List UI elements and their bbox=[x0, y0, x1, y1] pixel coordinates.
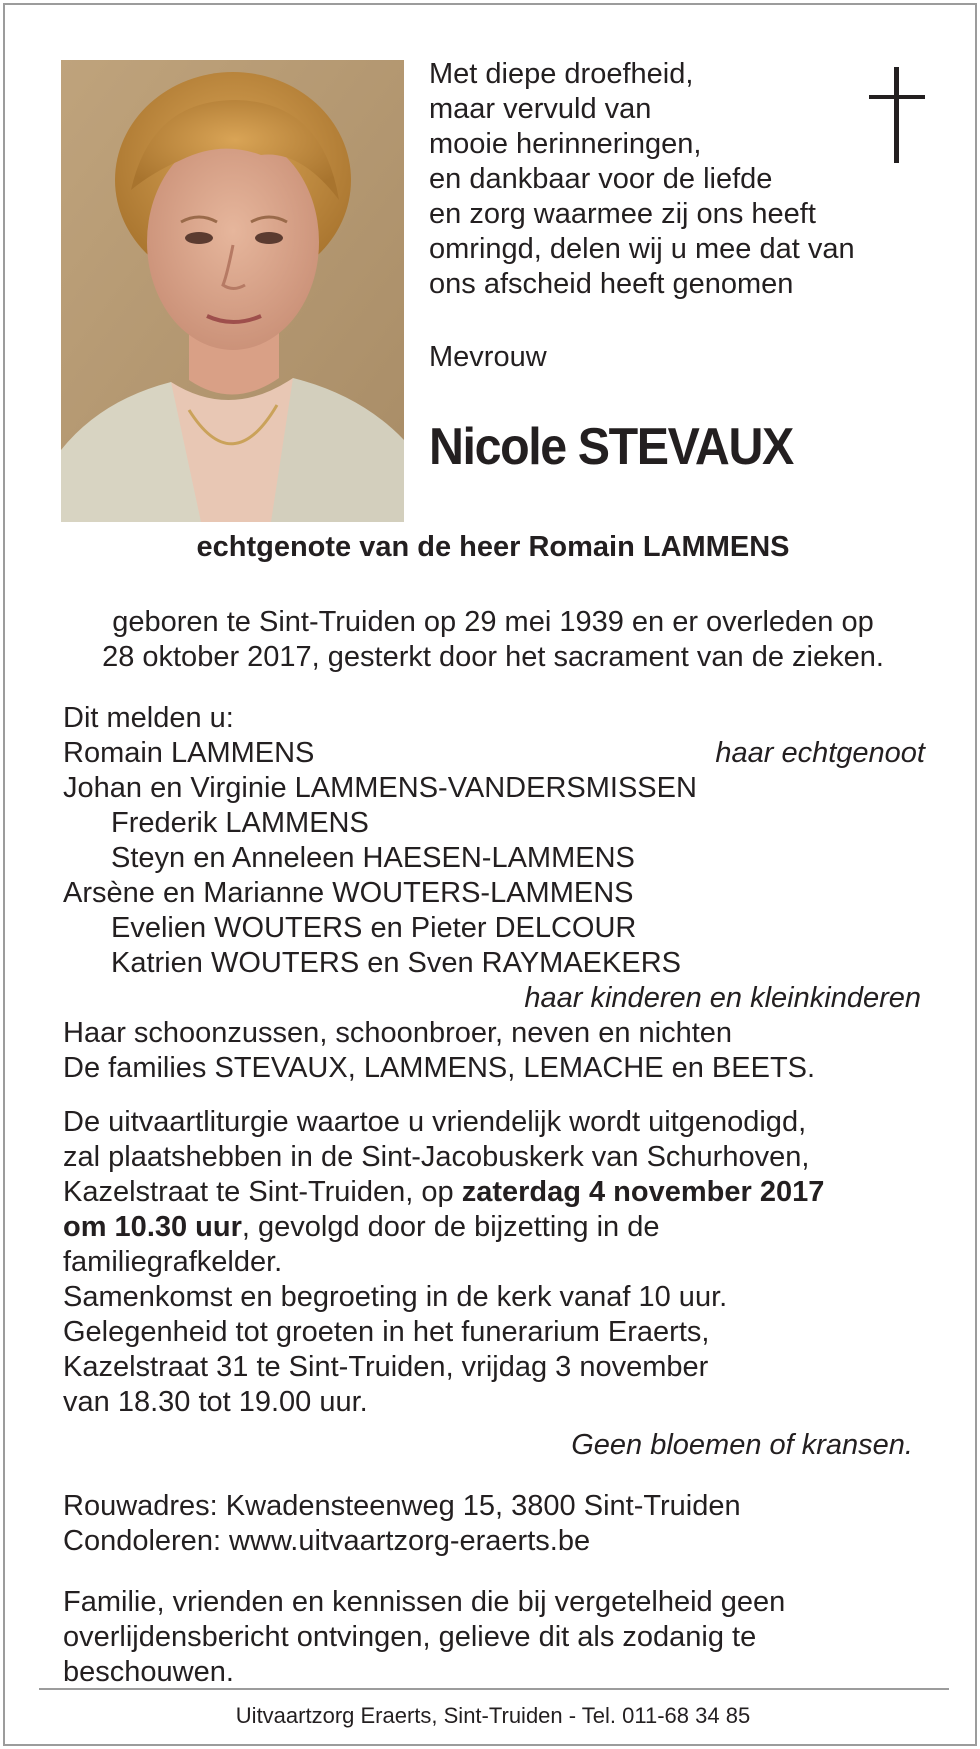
spouse-line: echtgenote van de heer Romain LAMMENS bbox=[196, 531, 790, 563]
intro-line: Met diepe droefheid, bbox=[429, 58, 694, 90]
ceremony-date: zaterdag 4 november 2017 bbox=[461, 1176, 825, 1208]
death-line: 28 oktober 2017, gesterkt door het sacrament van de zieken. bbox=[102, 641, 884, 673]
intro-text bbox=[429, 57, 889, 302]
spouse-role: haar echtgenoot bbox=[715, 737, 925, 769]
obituary-card bbox=[3, 3, 977, 1746]
ceremony-line: Gelegenheid tot groeten in het funerarium Eraerts, bbox=[63, 1316, 710, 1348]
footer-divider bbox=[39, 1688, 949, 1690]
intro-line: omringd, delen wij u mee dat van bbox=[429, 233, 855, 265]
family-member: Arsène en Marianne WOUTERS-LAMMENS bbox=[63, 877, 634, 909]
family-others: De families STEVAUX, LAMMENS, LEMACHE en BEETS. bbox=[63, 1052, 816, 1084]
ceremony-line bbox=[63, 1210, 933, 1245]
ceremony-text: Kazelstraat te Sint-Truiden, op bbox=[63, 1176, 462, 1208]
birth-line: geboren te Sint-Truiden op 29 mei 1939 en er overleden op bbox=[112, 606, 874, 638]
ceremony-info bbox=[63, 1105, 933, 1420]
family-others: Haar schoonzussen, schoonbroer, neven en nichten bbox=[63, 1017, 733, 1049]
closing-line: beschouwen. bbox=[63, 1656, 234, 1688]
intro-line: maar vervuld van bbox=[429, 93, 652, 125]
closing-line: overlijdensbericht ontvingen, gelieve dit als zodanig te bbox=[63, 1621, 757, 1653]
no-flowers-note: Geen bloemen of kransen. bbox=[571, 1429, 913, 1461]
family-row-spouse bbox=[63, 736, 925, 771]
ceremony-line: De uitvaartliturgie waartoe u vriendelijk wordt uitgenodigd, bbox=[63, 1106, 807, 1138]
portrait-photo bbox=[61, 60, 404, 522]
family-member: Katrien WOUTERS en Sven RAYMAEKERS bbox=[111, 947, 681, 979]
ceremony-line: familiegrafkelder. bbox=[63, 1246, 283, 1278]
family-heading: Dit melden u: bbox=[63, 702, 234, 734]
ceremony-line: van 18.30 tot 19.00 uur. bbox=[63, 1386, 368, 1418]
intro-line: en zorg waarmee zij ons heeft bbox=[429, 198, 816, 230]
mourning-address: Rouwadres: Kwadensteenweg 15, 3800 Sint-Truiden bbox=[63, 1490, 741, 1522]
children-role: haar kinderen en kleinkinderen bbox=[524, 982, 921, 1014]
deceased-name: Nicole STEVAUX bbox=[429, 418, 793, 476]
family-member: Johan en Virginie LAMMENS-VANDERSMISSEN bbox=[63, 772, 697, 804]
ceremony-line: Samenkomst en begroeting in de kerk vanaf 10 uur. bbox=[63, 1281, 728, 1313]
family-list bbox=[63, 701, 925, 1086]
ceremony-time: om 10.30 uur bbox=[63, 1211, 242, 1243]
title-prefix: Mevrouw bbox=[429, 341, 547, 373]
ceremony-line: zal plaatshebben in de Sint-Jacobuskerk van Schurhoven, bbox=[63, 1141, 810, 1173]
address-block bbox=[63, 1489, 741, 1559]
intro-line: en dankbaar voor de liefde bbox=[429, 163, 773, 195]
family-member: Evelien WOUTERS en Pieter DELCOUR bbox=[111, 912, 637, 944]
ceremony-line bbox=[63, 1175, 933, 1210]
intro-line: mooie herinneringen, bbox=[429, 128, 702, 160]
closing-line: Familie, vrienden en kennissen die bij vergetelheid geen bbox=[63, 1586, 786, 1618]
family-member: Steyn en Anneleen HAESEN-LAMMENS bbox=[111, 842, 635, 874]
spouse-name: Romain LAMMENS bbox=[63, 737, 315, 769]
birth-death-info bbox=[5, 605, 980, 675]
closing-note bbox=[63, 1585, 785, 1690]
intro-line: ons afscheid heeft genomen bbox=[429, 268, 794, 300]
ceremony-line: Kazelstraat 31 te Sint-Truiden, vrijdag 3 november bbox=[63, 1351, 709, 1383]
funeral-home-footer: Uitvaartzorg Eraerts, Sint-Truiden - Tel. 011-68 34 85 bbox=[235, 1703, 751, 1728]
condolence-link[interactable]: Condoleren: www.uitvaartzorg-eraerts.be bbox=[63, 1525, 591, 1557]
cross-icon bbox=[869, 67, 925, 163]
family-member: Frederik LAMMENS bbox=[111, 807, 369, 839]
ceremony-text: , gevolgd door de bijzetting in de bbox=[241, 1211, 660, 1243]
